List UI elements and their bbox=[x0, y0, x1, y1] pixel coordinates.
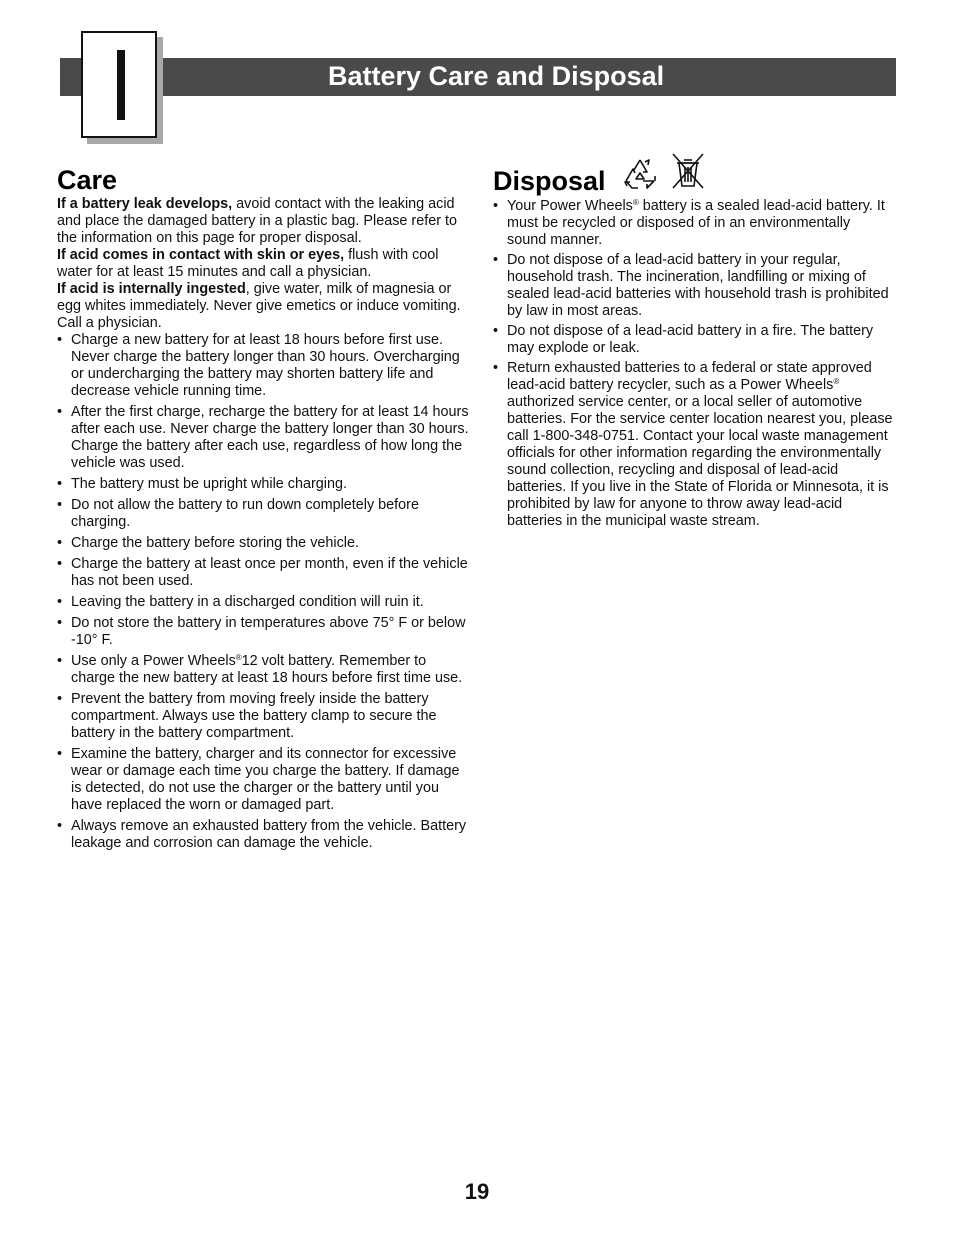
care-paragraph-text: , give water, milk of magnesia or egg whites immediately. Never give emetics or induce vomiting. Call a physician. bbox=[57, 281, 461, 331]
care-bullet-list bbox=[57, 332, 469, 852]
care-paragraph bbox=[57, 247, 469, 281]
care-bullet: • Do not store the battery in temperatures above 75° F or below -10° F. bbox=[57, 615, 469, 649]
care-bullet-text: 12 volt battery. Remember to charge the new battery at least 18 hours before first time use. bbox=[71, 653, 463, 686]
care-bullet: • Charge the battery at least once per month, even if the vehicle has not been used. bbox=[57, 556, 469, 590]
section-tab-glyph bbox=[117, 50, 125, 120]
header-bar bbox=[60, 58, 896, 96]
disposal-bullet-text: battery is a sealed lead-acid battery. It must be recycled or disposed of in an environmentally sound manner. bbox=[507, 198, 885, 248]
disposal-heading-row bbox=[493, 160, 893, 196]
disposal-bullet bbox=[493, 198, 893, 249]
disposal-bullet-text: authorized service center, or a local seller of automotive batteries. For the service center location nearest you, please call 1-800-348-0751. Contact your local waste management officials for other information regarding the environmentally sound collection, recycling and disposal of lead-acid batteries. If you live in the State of Florida or Minnesota, it is prohibited by law for anyone to throw away lead-acid batteries in the municipal waste stream. bbox=[507, 394, 893, 529]
care-bullet: • After the first charge, recharge the battery for at least 14 hours after each use. Never charge the battery longer than 30 hours. Charge the battery after each use, regardless of how long the vehicle was used. bbox=[57, 404, 469, 472]
section-tab-marker bbox=[81, 31, 157, 138]
disposal-bullet-list bbox=[493, 198, 893, 530]
care-heading: Care bbox=[57, 165, 118, 195]
care-paragraph-text: avoid contact with the leaking acid and place the damaged battery in a plastic bag. Please refer to the information on this page for proper disposal. bbox=[57, 196, 457, 246]
page-number: 19 bbox=[464, 1179, 490, 1204]
disposal-bullet-text: Your Power Wheels bbox=[507, 198, 633, 214]
disposal-bullet bbox=[493, 360, 893, 530]
care-bullet: • Charge the battery before storing the vehicle. bbox=[57, 535, 469, 552]
care-bullet: • The battery must be upright while charging. bbox=[57, 476, 469, 493]
care-bullet: • Prevent the battery from moving freely inside the battery compartment. Always use the battery clamp to secure the battery in the battery compartment. bbox=[57, 691, 469, 742]
care-paragraph-lead: If a battery leak develops, bbox=[57, 196, 233, 212]
care-bullet-text: Use only a Power Wheels bbox=[71, 653, 236, 669]
care-paragraph-text: flush with cool water for at least 15 minutes and call a physician. bbox=[57, 247, 439, 280]
disposal-heading: Disposal bbox=[493, 166, 606, 196]
care-bullet: • Charge a new battery for at least 18 hours before first use. Never charge the battery longer than 30 hours. Overcharging or undercharging the battery may shorten battery life and decrease vehicle running time. bbox=[57, 332, 469, 400]
disposal-bullet: • Do not dispose of a lead-acid battery in your regular, household trash. The incineration, landfilling or mixing of sealed lead-acid batteries with household trash is prohibited by law in most areas. bbox=[493, 252, 893, 320]
care-bullet: • Always remove an exhausted battery from the vehicle. Battery leakage and corrosion can damage the vehicle. bbox=[57, 818, 469, 852]
crossed-out-bin-icon bbox=[670, 151, 706, 196]
care-paragraph-lead: If acid comes in contact with skin or eyes, bbox=[57, 247, 345, 263]
disposal-bullet: • Do not dispose of a lead-acid battery in a fire. The battery may explode or leak. bbox=[493, 323, 893, 357]
care-bullet: • Examine the battery, charger and its connector for excessive wear or damage each time you charge the battery. If damage is detected, do not use the charger or the battery until you have replaced the worn or damaged part. bbox=[57, 746, 469, 814]
recycle-icon bbox=[622, 157, 658, 196]
care-paragraph bbox=[57, 281, 469, 332]
care-paragraph bbox=[57, 196, 469, 247]
disposal-section bbox=[493, 160, 893, 533]
care-bullet: • Leaving the battery in a discharged condition will ruin it. bbox=[57, 594, 469, 611]
page-title: Battery Care and Disposal bbox=[328, 61, 665, 91]
care-bullet: • Do not allow the battery to run down completely before charging. bbox=[57, 497, 469, 531]
care-bullet bbox=[57, 653, 469, 687]
care-paragraph-lead: If acid is internally ingested bbox=[57, 281, 246, 297]
registered-mark: ® bbox=[833, 377, 840, 386]
registered-mark: ® bbox=[235, 653, 242, 662]
care-section bbox=[57, 165, 469, 856]
disposal-bullet-text: Return exhausted batteries to a federal or state approved lead-acid battery recycler, such as a Power Wheels bbox=[507, 360, 872, 393]
registered-mark: ® bbox=[632, 198, 639, 207]
